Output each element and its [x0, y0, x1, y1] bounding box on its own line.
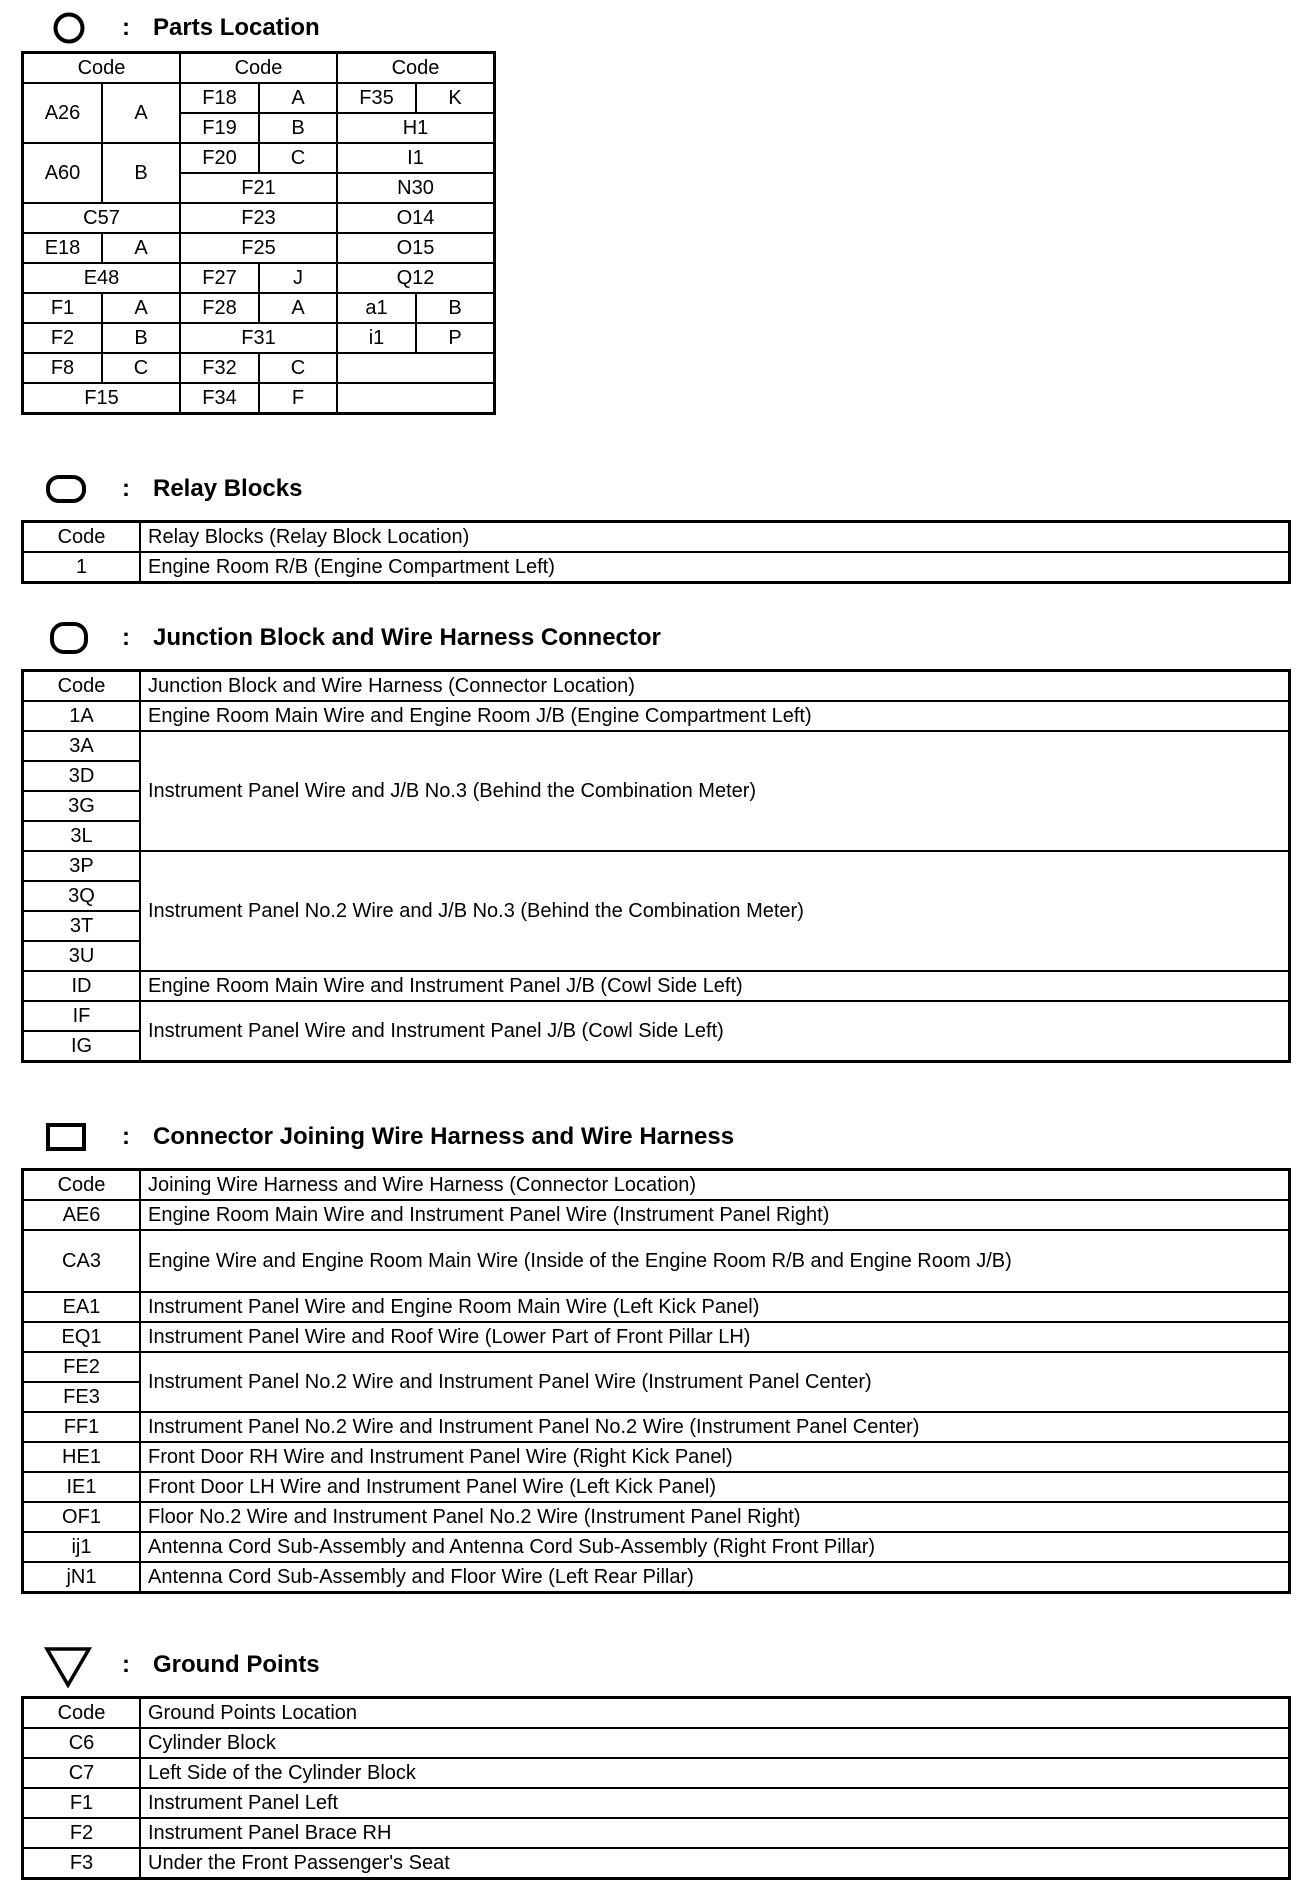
junction-block-table: [21, 669, 1291, 1063]
table-cell-desc: Instrument Panel No.2 Wire and Instrument Panel No.2 Wire (Instrument Panel Center): [140, 1412, 1290, 1442]
table-cell: F31: [180, 323, 337, 353]
table-cell-code: 3T: [23, 911, 141, 941]
table-cell-code: F1: [23, 1788, 141, 1818]
table-cell-desc: Under the Front Passenger's Seat: [140, 1848, 1290, 1879]
table-row: [23, 851, 1290, 881]
table-cell: F20: [180, 143, 259, 173]
table-cell-code: 3A: [23, 731, 141, 761]
table-cell: K: [416, 83, 495, 113]
table-row: [23, 203, 495, 233]
table-cell-code: FE2: [23, 1352, 141, 1382]
table-cell: E18: [23, 233, 103, 263]
table-cell: B: [102, 323, 180, 353]
table-cell-code: 3D: [23, 761, 141, 791]
table-header-row: [23, 671, 1290, 702]
table-row: [23, 293, 495, 323]
table-cell: F21: [180, 173, 337, 203]
table-cell-desc: Engine Room Main Wire and Instrument Panel J/B (Cowl Side Left): [140, 971, 1290, 1001]
table-cell-desc: Engine Wire and Engine Room Main Wire (Inside of the Engine Room R/B and Engine Room J/B): [140, 1230, 1290, 1292]
table-cell: B: [102, 143, 180, 203]
table-cell: F25: [180, 233, 337, 263]
header-code: Code: [337, 53, 495, 84]
section-title: Ground Points: [153, 1651, 320, 1678]
table-row: [23, 1818, 1290, 1848]
table-cell-desc: Cylinder Block: [140, 1728, 1290, 1758]
table-cell: A60: [23, 143, 103, 203]
table-cell-code: ij1: [23, 1532, 141, 1562]
connector-joining-table: [21, 1168, 1291, 1594]
table-cell-code: 3P: [23, 851, 141, 881]
header-code: Code: [23, 1170, 141, 1201]
section-title: Junction Block and Wire Harness Connector: [153, 624, 661, 651]
table-cell-code: 1: [23, 552, 141, 583]
table-cell-code: IF: [23, 1001, 141, 1031]
table-row: [23, 701, 1290, 731]
table-cell: F: [259, 383, 337, 414]
table-cell-code: AE6: [23, 1200, 141, 1230]
table-cell-desc: Instrument Panel Wire and Roof Wire (Lower Part of Front Pillar LH): [140, 1322, 1290, 1352]
table-cell-code: IE1: [23, 1472, 141, 1502]
table-cell-code: FF1: [23, 1412, 141, 1442]
table-header-row: [23, 522, 1290, 553]
section-colon: :: [122, 475, 130, 502]
table-cell: I1: [337, 143, 495, 173]
rectangle-icon: [44, 1117, 94, 1157]
circle-icon: [44, 8, 94, 48]
table-row: [23, 1352, 1290, 1382]
ground-points-table: [21, 1696, 1291, 1880]
header-code: Code: [180, 53, 337, 84]
table-cell-code: C7: [23, 1758, 141, 1788]
table-header-row: [23, 1698, 1290, 1729]
table-cell-code: HE1: [23, 1442, 141, 1472]
header-code: Code: [23, 53, 181, 84]
table-row: [23, 323, 495, 353]
table-cell-desc: Engine Room Main Wire and Instrument Panel Wire (Instrument Panel Right): [140, 1200, 1290, 1230]
header-desc: Junction Block and Wire Harness (Connector Location): [140, 671, 1290, 702]
table-row: [23, 1848, 1290, 1879]
table-cell: F34: [180, 383, 259, 414]
table-cell: Q12: [337, 263, 495, 293]
table-cell: J: [259, 263, 337, 293]
table-row: [23, 1472, 1290, 1502]
triangle-down-icon: [44, 1645, 94, 1689]
table-cell-code: EQ1: [23, 1322, 141, 1352]
table-cell: F18: [180, 83, 259, 113]
header-desc: Joining Wire Harness and Wire Harness (Connector Location): [140, 1170, 1290, 1201]
table-cell-code: F3: [23, 1848, 141, 1879]
table-row: [23, 233, 495, 263]
section-title: Parts Location: [153, 14, 320, 41]
table-cell-code: 3G: [23, 791, 141, 821]
header-code: Code: [23, 671, 141, 702]
table-cell-code: IG: [23, 1031, 141, 1062]
header-desc: Relay Blocks (Relay Block Location): [140, 522, 1290, 553]
table-header-row: [23, 1170, 1290, 1201]
table-cell: F2: [23, 323, 103, 353]
table-row: [23, 971, 1290, 1001]
table-row: [23, 1200, 1290, 1230]
table-cell: A: [102, 233, 180, 263]
table-cell-code: FE3: [23, 1382, 141, 1412]
section-colon: :: [122, 14, 130, 41]
table-cell-desc: Instrument Panel No.2 Wire and Instrument Panel Wire (Instrument Panel Center): [140, 1352, 1290, 1412]
table-cell-desc: Engine Room R/B (Engine Compartment Left): [140, 552, 1290, 583]
table-cell-desc: Instrument Panel Wire and Engine Room Main Wire (Left Kick Panel): [140, 1292, 1290, 1322]
table-cell-desc: Instrument Panel No.2 Wire and J/B No.3 (Behind the Combination Meter): [140, 851, 1290, 971]
table-row: [23, 1532, 1290, 1562]
table-cell: A: [259, 83, 337, 113]
table-row: [23, 263, 495, 293]
table-cell: A: [102, 293, 180, 323]
table-row: [23, 1758, 1290, 1788]
section-title: Connector Joining Wire Harness and Wire Harness: [153, 1123, 735, 1150]
table-row: [23, 143, 495, 173]
table-row: [23, 353, 495, 383]
table-cell: C: [259, 353, 337, 383]
table-cell-desc: Instrument Panel Wire and Instrument Panel J/B (Cowl Side Left): [140, 1001, 1290, 1062]
table-cell: O15: [337, 233, 495, 263]
table-cell-desc: Front Door RH Wire and Instrument Panel Wire (Right Kick Panel): [140, 1442, 1290, 1472]
table-cell-desc: Instrument Panel Brace RH: [140, 1818, 1290, 1848]
table-row: [23, 83, 495, 113]
table-cell-code: 3L: [23, 821, 141, 851]
table-cell: F32: [180, 353, 259, 383]
table-cell-code: OF1: [23, 1502, 141, 1532]
table-row: [23, 1562, 1290, 1593]
table-cell: A26: [23, 83, 103, 143]
parts-location-table: [21, 51, 496, 415]
table-cell: B: [259, 113, 337, 143]
table-cell-desc: Front Door LH Wire and Instrument Panel Wire (Left Kick Panel): [140, 1472, 1290, 1502]
header-code: Code: [23, 1698, 141, 1729]
table-cell-code: C6: [23, 1728, 141, 1758]
table-header-row: [23, 53, 495, 84]
table-cell: F27: [180, 263, 259, 293]
table-cell: E48: [23, 263, 181, 293]
table-row: [23, 1502, 1290, 1532]
header-desc: Ground Points Location: [140, 1698, 1290, 1729]
table-cell: O14: [337, 203, 495, 233]
table-row: [23, 1788, 1290, 1818]
table-row: [23, 1292, 1290, 1322]
table-cell: C: [102, 353, 180, 383]
relay-blocks-table: [21, 520, 1291, 584]
table-cell-desc: Antenna Cord Sub-Assembly and Antenna Cord Sub-Assembly (Right Front Pillar): [140, 1532, 1290, 1562]
table-cell-code: F2: [23, 1818, 141, 1848]
table-row: [23, 1442, 1290, 1472]
table-row: [23, 1322, 1290, 1352]
table-cell-desc: Instrument Panel Wire and J/B No.3 (Behind the Combination Meter): [140, 731, 1290, 851]
table-cell-code: ID: [23, 971, 141, 1001]
table-row: [23, 1728, 1290, 1758]
table-cell-code: jN1: [23, 1562, 141, 1593]
table-cell: F23: [180, 203, 337, 233]
table-cell: i1: [337, 323, 416, 353]
section-colon: :: [122, 1123, 130, 1150]
table-cell-empty: [337, 353, 495, 383]
table-cell: F8: [23, 353, 103, 383]
table-cell: F28: [180, 293, 259, 323]
table-row: [23, 552, 1290, 583]
table-cell: A: [102, 83, 180, 143]
table-cell-desc: Left Side of the Cylinder Block: [140, 1758, 1290, 1788]
section-colon: :: [122, 1651, 130, 1678]
table-cell-code: CA3: [23, 1230, 141, 1292]
table-row: [23, 1230, 1290, 1292]
table-row: [23, 1001, 1290, 1031]
header-code: Code: [23, 522, 141, 553]
rounded-square-icon: [44, 618, 94, 658]
table-cell: C: [259, 143, 337, 173]
table-cell-code: 3Q: [23, 881, 141, 911]
section-colon: :: [122, 624, 130, 651]
table-cell: H1: [337, 113, 495, 143]
table-row: [23, 731, 1290, 761]
rounded-rectangle-icon: [44, 469, 94, 509]
table-row: [23, 1412, 1290, 1442]
table-cell: A: [259, 293, 337, 323]
section-title: Relay Blocks: [153, 475, 303, 502]
table-cell-empty: [337, 383, 495, 414]
table-cell: F35: [337, 83, 416, 113]
table-cell-desc: Engine Room Main Wire and Engine Room J/B (Engine Compartment Left): [140, 701, 1290, 731]
table-cell-desc: Instrument Panel Left: [140, 1788, 1290, 1818]
table-cell: a1: [337, 293, 416, 323]
table-cell-code: 1A: [23, 701, 141, 731]
table-cell: P: [416, 323, 495, 353]
table-cell-desc: Floor No.2 Wire and Instrument Panel No.2 Wire (Instrument Panel Right): [140, 1502, 1290, 1532]
table-cell-code: EA1: [23, 1292, 141, 1322]
table-cell: F1: [23, 293, 103, 323]
table-cell: F19: [180, 113, 259, 143]
table-cell-code: 3U: [23, 941, 141, 971]
table-cell: C57: [23, 203, 181, 233]
table-cell: B: [416, 293, 495, 323]
table-row: [23, 383, 495, 414]
table-cell-desc: Antenna Cord Sub-Assembly and Floor Wire (Left Rear Pillar): [140, 1562, 1290, 1593]
table-cell: F15: [23, 383, 181, 414]
table-cell: N30: [337, 173, 495, 203]
